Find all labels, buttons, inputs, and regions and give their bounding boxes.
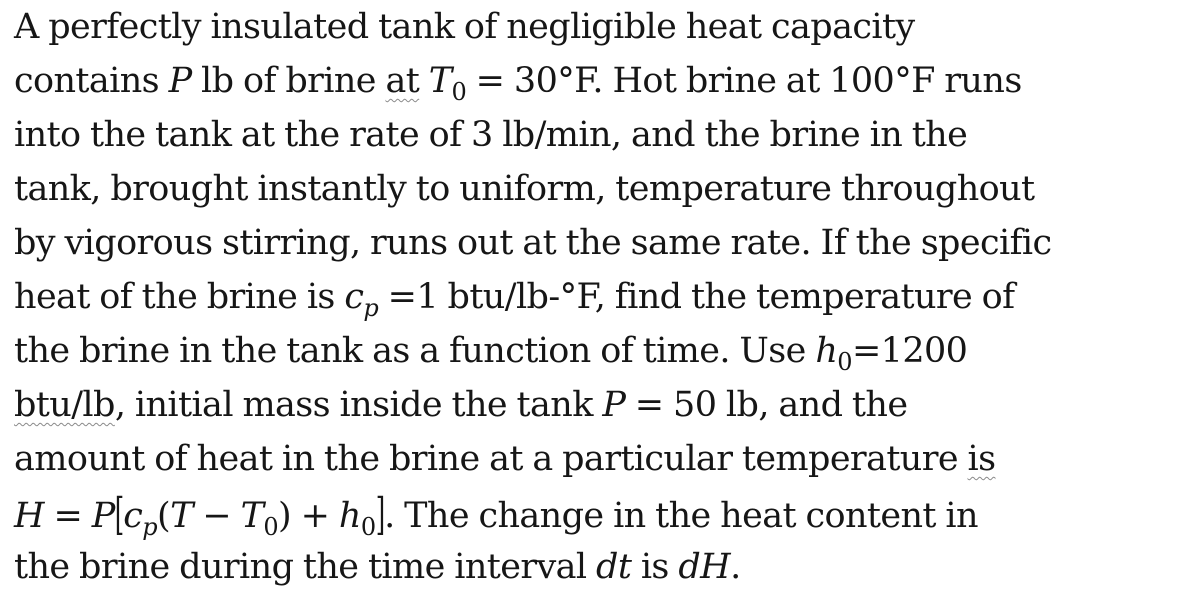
math-subscript: p [363,294,379,322]
text-run: =1200 [851,331,968,371]
text-line [14,324,1200,378]
text-run: = 30°F. Hot brine at 100°F runs [466,61,1022,101]
text-run: tank, brought instantly to uniform, temperature throughout [14,169,1035,209]
text-run: , initial mass inside the tank [114,385,603,425]
text-line [14,432,1200,486]
math-symbol: c [123,496,143,536]
math-subscript: 0 [451,78,467,106]
spellcheck-marked-text: btu/lb [14,385,115,425]
text-run: ( [157,496,171,536]
text-run: = 50 lb, and the [625,385,908,425]
text-run: into the tank at the rate of 3 lb/min, and the brine in the [14,115,968,155]
math-bracket: [ [114,489,124,540]
text-line [14,270,1200,324]
text-run: . [730,547,741,587]
text-run: heat of the brine is [14,277,345,317]
problem-text-block [14,0,1200,594]
text-run [419,61,429,101]
text-line [14,486,1200,540]
math-subscript: 0 [837,348,852,376]
text-run: by vigorous stirring, runs out at the same rate. If the specific [14,223,1052,263]
text-run: the brine during the time interval [14,547,597,587]
math-symbol: T [428,61,452,101]
text-run: A perfectly insulated tank of negligible heat capacity [14,7,915,47]
text-line [14,0,1200,54]
spellcheck-marked-text: at [385,61,420,101]
math-symbol: P [602,385,626,425]
math-subscript: p [142,513,158,541]
math-subscript: 0 [360,513,376,541]
math-symbol: P [91,496,115,536]
text-run: contains [14,61,169,101]
math-symbol: H [14,496,44,536]
math-symbol: dH [678,547,731,587]
text-run: − [192,496,241,536]
text-run: amount of heat in the brine at a particular temperature [14,439,968,479]
text-line [14,108,1200,162]
math-symbol: c [344,277,364,317]
text-line [14,54,1200,108]
text-run: lb of brine [191,61,386,101]
spellcheck-marked-text: is [967,439,996,479]
text-line [14,162,1200,216]
math-symbol: T [240,496,264,536]
math-symbol: h [815,331,838,371]
text-run: . The change in the heat content in [384,496,978,536]
text-run: = [43,496,92,536]
math-symbol: P [168,61,192,101]
text-line [14,378,1200,432]
math-symbol: h [338,496,361,536]
math-symbol: T [170,496,193,536]
math-bracket: ] [375,489,385,540]
text-run: the brine in the tank as a function of time. Use [14,331,816,371]
text-run: =1 btu/lb-°F, find the temperature of [378,277,1015,317]
text-run: ) + [278,496,339,536]
text-line [14,540,1200,594]
math-symbol: dt [596,547,632,587]
math-subscript: 0 [263,513,279,541]
text-run: is [631,547,679,587]
text-line [14,216,1200,270]
